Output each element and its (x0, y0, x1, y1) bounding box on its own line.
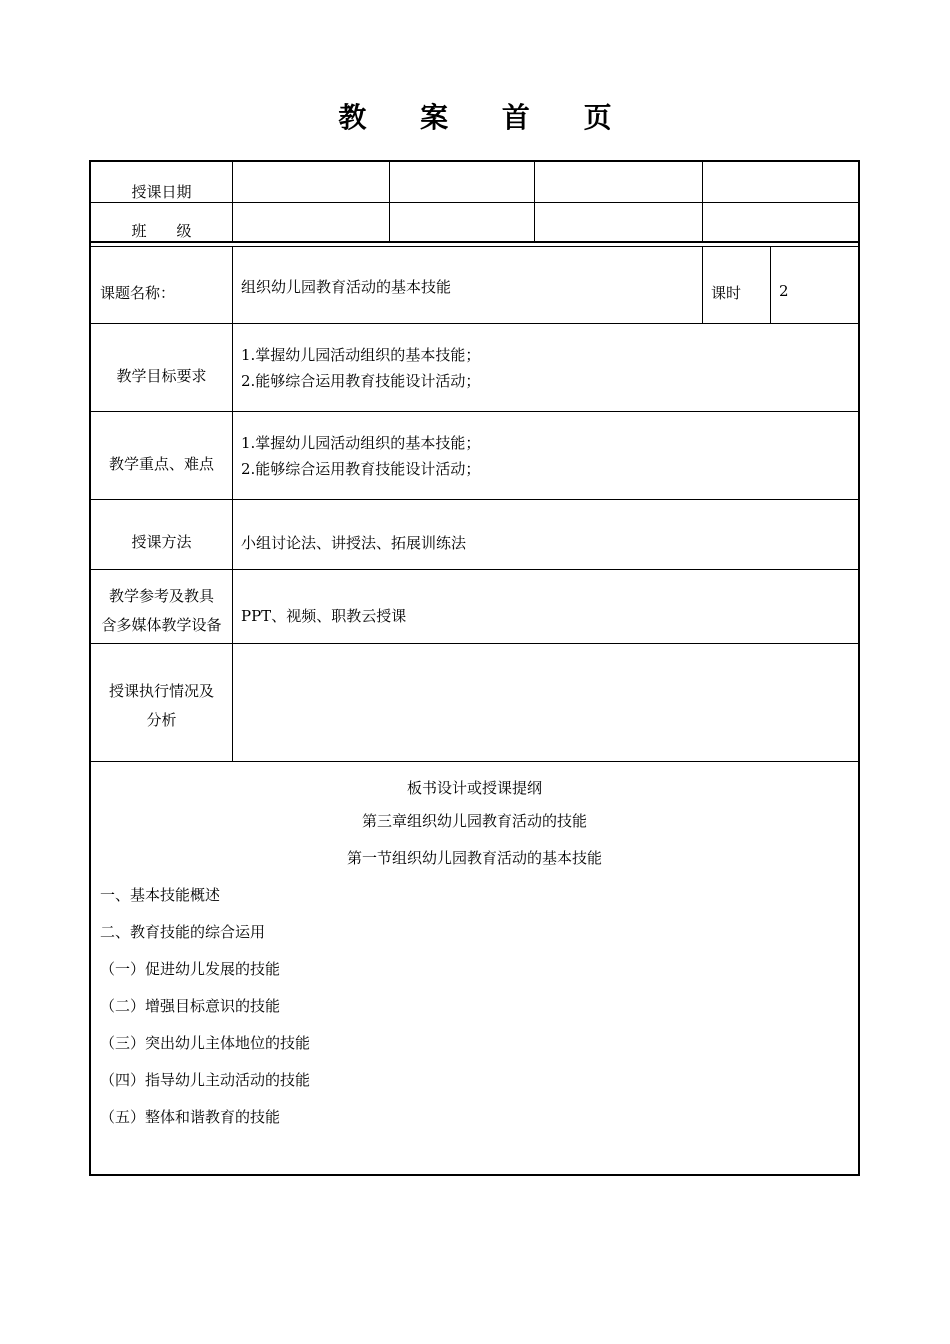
outline-item: 一、基本技能概述 (100, 886, 221, 904)
row-divider (91, 246, 858, 247)
outline-item: （四）指导幼儿主动活动的技能 (100, 1071, 311, 1089)
column-divider (702, 246, 703, 323)
keypoints-label: 教学重点、难点 (108, 455, 214, 473)
column-divider (232, 162, 233, 241)
hours-value: 2 (779, 282, 789, 300)
board-heading: 板书设计或授课提纲 (406, 779, 542, 797)
execution-label-line: 授课执行情况及 (108, 682, 214, 700)
execution-label (91, 677, 232, 734)
reference-value: PPT、视频、职教云授课 (241, 607, 407, 625)
lesson-plan-table (89, 160, 860, 1176)
keypoints-line: 2.能够综合运用教育技能设计活动； (241, 460, 481, 479)
page-title: 教 案 首 页 (338, 101, 634, 134)
chapter-title: 第三章组织幼儿园教育活动的技能 (361, 812, 587, 830)
row-divider (91, 323, 858, 324)
teaching-date-label: 授课日期 (131, 183, 192, 201)
method-label: 授课方法 (131, 533, 192, 551)
goals-label: 教学目标要求 (116, 367, 207, 385)
topic-label: 课题名称： (100, 284, 176, 302)
topic-value: 组织幼儿园教育活动的基本技能 (241, 278, 452, 296)
row-divider (91, 569, 858, 570)
outline-item: （二）增强目标意识的技能 (100, 997, 281, 1015)
column-divider (534, 162, 535, 241)
outline-item: 二、教育技能的综合运用 (100, 923, 266, 941)
outline-item: （五）整体和谐教育的技能 (100, 1108, 281, 1126)
reference-label-line: 含多媒体教学设备 (101, 615, 222, 634)
column-divider (770, 246, 771, 323)
column-divider (702, 162, 703, 241)
keypoints-value (241, 430, 480, 483)
row-divider (91, 499, 858, 500)
keypoints-line: 1.掌握幼儿园活动组织的基本技能； (241, 434, 481, 452)
method-value: 小组讨论法、讲授法、拓展训练法 (241, 534, 467, 552)
goals-value (241, 342, 480, 395)
row-divider (91, 643, 858, 644)
outline-item: （三）突出幼儿主体地位的技能 (100, 1034, 311, 1052)
execution-label-line: 分析 (146, 710, 177, 729)
row-divider (91, 761, 858, 762)
reference-label-line: 教学参考及教具 (108, 587, 214, 605)
reference-label (91, 582, 232, 639)
section-title: 第一节组织幼儿园教育活动的基本技能 (346, 849, 602, 867)
class-label: 班 级 (131, 222, 192, 240)
goals-line: 2.能够综合运用教育技能设计活动； (241, 372, 481, 391)
row-divider (91, 411, 858, 412)
hours-label: 课时 (711, 284, 742, 302)
goals-line: 1.掌握幼儿园活动组织的基本技能； (241, 346, 481, 364)
outline-item: （一）促进幼儿发展的技能 (100, 960, 281, 978)
column-divider (389, 162, 390, 241)
column-divider (232, 246, 233, 761)
